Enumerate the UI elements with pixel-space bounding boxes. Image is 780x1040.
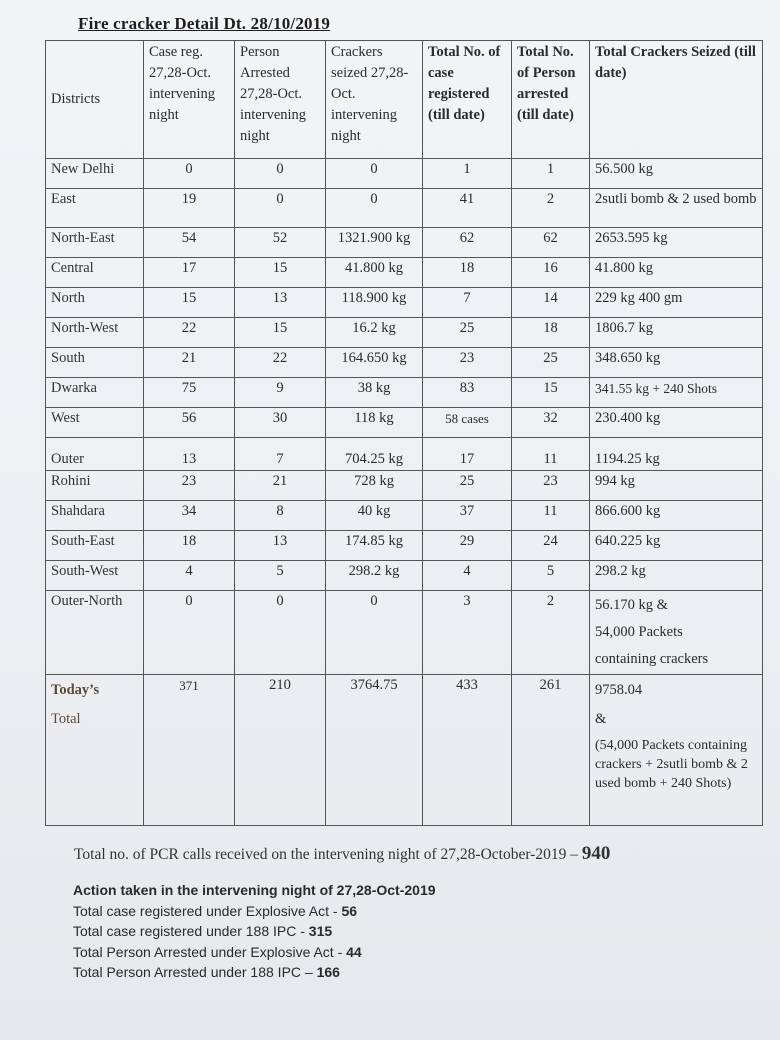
arrested-value: 13 — [235, 531, 326, 561]
total-persons-value: 14 — [512, 288, 590, 318]
total-seized-line: containing crackers — [595, 651, 709, 667]
seized-value: 0 — [326, 591, 423, 675]
case-reg-value: 13 — [144, 438, 235, 471]
case-reg-value: 56 — [144, 408, 235, 438]
total-seized-value: 298.2 kg — [590, 561, 763, 591]
total-cases-value: 25 — [423, 471, 512, 501]
document-title: Fire cracker Detail Dt. 28/10/2019 — [78, 14, 331, 33]
total-seized-value: 640.225 kg — [590, 531, 763, 561]
total-seized-line: 56.170 kg & — [595, 597, 668, 613]
seized-value: 16.2 kg — [326, 318, 423, 348]
table-row — [46, 501, 763, 531]
action-label: Total Person Arrested under 188 IPC – — [73, 964, 317, 980]
action-label: Total case registered under 188 IPC - — [73, 923, 309, 939]
action-label: Total case registered under Explosive Act - — [73, 902, 342, 919]
total-cases-till-date: 433 — [423, 675, 512, 826]
table-row — [46, 471, 763, 501]
table-row — [46, 561, 763, 591]
fire-cracker-table — [45, 40, 763, 826]
total-seized-value: 230.400 kg — [590, 408, 763, 438]
header-total-cases: Total No. of case registered (till date) — [423, 41, 512, 159]
header-case-reg: Case reg. 27,28-Oct. intervening night — [144, 41, 235, 159]
total-cases-value: 58 cases — [423, 408, 512, 438]
total-persons-value: 25 — [512, 348, 590, 378]
case-reg-value: 19 — [144, 189, 235, 228]
district-name: South — [46, 348, 144, 378]
total-seized-line: 9758.04 — [595, 682, 643, 698]
district-name: Central — [46, 258, 144, 288]
case-reg-value: 17 — [144, 258, 235, 288]
seized-value: 298.2 kg — [326, 561, 423, 591]
total-cases-value: 25 — [423, 318, 512, 348]
seized-value: 704.25 kg — [326, 438, 423, 471]
table-header-row — [46, 41, 763, 159]
case-reg-value: 0 — [144, 591, 235, 675]
arrested-value: 9 — [235, 378, 326, 408]
total-case-reg: 371 — [144, 675, 235, 826]
seized-value: 174.85 kg — [326, 531, 423, 561]
total-cases-value: 4 — [423, 561, 512, 591]
seized-value: 1321.900 kg — [326, 228, 423, 258]
total-seized-value: 348.650 kg — [590, 348, 763, 378]
action-value: 315 — [308, 923, 333, 939]
action-item — [73, 962, 436, 983]
case-reg-value: 22 — [144, 318, 235, 348]
district-name: North-East — [46, 228, 144, 258]
total-cases-value: 62 — [423, 228, 512, 258]
table-row — [46, 189, 763, 228]
total-cases-value: 23 — [423, 348, 512, 378]
total-seized-today: 3764.75 — [326, 675, 423, 826]
header-person-arrested: Person Arrested 27,28-Oct. intervening night — [235, 41, 326, 159]
district-name: Outer — [46, 438, 144, 471]
arrested-value: 0 — [235, 189, 326, 228]
district-name: Shahdara — [46, 501, 144, 531]
total-persons-value: 23 — [512, 471, 590, 501]
action-value: 166 — [316, 964, 340, 980]
total-seized-value: 2sutli bomb & 2 used bomb — [590, 189, 763, 228]
total-seized-value: 341.55 kg + 240 Shots — [590, 378, 763, 408]
seized-value: 164.650 kg — [326, 348, 423, 378]
total-persons-value: 32 — [512, 408, 590, 438]
action-item — [73, 901, 436, 922]
actions-heading: Action taken in the intervening night of 27,28-Oct-2019 — [73, 882, 436, 898]
total-persons-value: 2 — [512, 591, 590, 675]
total-persons-value: 18 — [512, 318, 590, 348]
case-reg-value: 54 — [144, 228, 235, 258]
total-cases-value: 3 — [423, 591, 512, 675]
seized-value: 41.800 kg — [326, 258, 423, 288]
total-seized-line: 54,000 Packets — [595, 624, 683, 640]
arrested-value: 52 — [235, 228, 326, 258]
case-reg-value: 15 — [144, 288, 235, 318]
total-seized-value: 41.800 kg — [590, 258, 763, 288]
arrested-value: 30 — [235, 408, 326, 438]
case-reg-value: 75 — [144, 378, 235, 408]
total-persons-value: 24 — [512, 531, 590, 561]
total-persons-till-date: 261 — [512, 675, 590, 826]
table-row — [46, 438, 763, 471]
total-seized-cell — [590, 591, 763, 675]
total-seized-value: 2653.595 kg — [590, 228, 763, 258]
arrested-value: 13 — [235, 288, 326, 318]
table-row — [46, 531, 763, 561]
total-seized-value: 56.500 kg — [590, 159, 763, 189]
total-cases-value: 7 — [423, 288, 512, 318]
header-districts: Districts — [46, 41, 144, 159]
district-name: South-West — [46, 561, 144, 591]
total-cases-value: 29 — [423, 531, 512, 561]
arrested-value: 15 — [235, 258, 326, 288]
total-seized-value: 994 kg — [590, 471, 763, 501]
table-row — [46, 288, 763, 318]
arrested-value: 21 — [235, 471, 326, 501]
district-name: Dwarka — [46, 378, 144, 408]
table-row — [46, 258, 763, 288]
total-persons-value: 5 — [512, 561, 590, 591]
total-label-cell — [46, 675, 144, 826]
table-row — [46, 318, 763, 348]
total-persons-value: 11 — [512, 438, 590, 471]
header-crackers-seized: Crackers seized 27,28-Oct. intervening night — [326, 41, 423, 159]
total-persons-value: 11 — [512, 501, 590, 531]
total-cases-value: 37 — [423, 501, 512, 531]
total-seized-value: 1194.25 kg — [590, 438, 763, 471]
table-row — [46, 408, 763, 438]
district-name: Rohini — [46, 471, 144, 501]
total-persons-value: 16 — [512, 258, 590, 288]
case-reg-value: 4 — [144, 561, 235, 591]
seized-value: 728 kg — [326, 471, 423, 501]
seized-value: 0 — [326, 189, 423, 228]
arrested-value: 0 — [235, 159, 326, 189]
action-item — [73, 921, 436, 942]
table-row — [46, 228, 763, 258]
total-row — [46, 675, 763, 826]
seized-value: 40 kg — [326, 501, 423, 531]
total-cases-value: 17 — [423, 438, 512, 471]
total-cases-value: 1 — [423, 159, 512, 189]
total-cases-value: 41 — [423, 189, 512, 228]
header-total-seized: Total Crackers Seized (till date) — [590, 41, 763, 159]
district-name: South-East — [46, 531, 144, 561]
total-seized-line: & — [595, 711, 607, 727]
total-seized-cell — [590, 675, 763, 826]
total-seized-line: (54,000 Packets containing crackers + 2sutli bomb & 2 used bomb + 240 Shots) — [595, 738, 748, 791]
district-name: West — [46, 408, 144, 438]
actions-taken — [73, 880, 436, 983]
arrested-value: 7 — [235, 438, 326, 471]
total-arrested: 210 — [235, 675, 326, 826]
table-row — [46, 378, 763, 408]
total-persons-value: 2 — [512, 189, 590, 228]
total-cases-value: 83 — [423, 378, 512, 408]
district-name: Outer-North — [46, 591, 144, 675]
total-persons-value: 1 — [512, 159, 590, 189]
case-reg-value: 0 — [144, 159, 235, 189]
total-label-line: Today’s — [51, 682, 100, 698]
header-total-persons: Total No. of Person arrested (till date) — [512, 41, 590, 159]
seized-value: 118.900 kg — [326, 288, 423, 318]
district-name: North — [46, 288, 144, 318]
arrested-value: 5 — [235, 561, 326, 591]
pcr-calls-line — [74, 843, 610, 865]
seized-value: 0 — [326, 159, 423, 189]
district-name: New Delhi — [46, 159, 144, 189]
pcr-calls-value: 940 — [581, 843, 611, 864]
table-row — [46, 348, 763, 378]
total-label-line: Total — [51, 711, 81, 727]
total-seized-value: 1806.7 kg — [590, 318, 763, 348]
action-value: 44 — [346, 943, 362, 960]
district-name: East — [46, 189, 144, 228]
table-row — [46, 591, 763, 675]
case-reg-value: 34 — [144, 501, 235, 531]
total-persons-value: 62 — [512, 228, 590, 258]
total-seized-value: 229 kg 400 gm — [590, 288, 763, 318]
action-label: Total Person Arrested under Explosive Act - — [73, 943, 347, 960]
arrested-value: 0 — [235, 591, 326, 675]
total-seized-value: 866.600 kg — [590, 501, 763, 531]
arrested-value: 15 — [235, 318, 326, 348]
case-reg-value: 23 — [144, 471, 235, 501]
case-reg-value: 18 — [144, 531, 235, 561]
pcr-calls-text: Total no. of PCR calls received on the intervening night of 27,28-October-2019 – — [74, 846, 578, 863]
district-name: North-West — [46, 318, 144, 348]
action-item — [73, 942, 436, 963]
total-persons-value: 15 — [512, 378, 590, 408]
case-reg-value: 21 — [144, 348, 235, 378]
action-value: 56 — [341, 902, 358, 919]
seized-value: 38 kg — [326, 378, 423, 408]
seized-value: 118 kg — [326, 408, 423, 438]
arrested-value: 22 — [235, 348, 326, 378]
total-cases-value: 18 — [423, 258, 512, 288]
table-row — [46, 159, 763, 189]
arrested-value: 8 — [235, 501, 326, 531]
